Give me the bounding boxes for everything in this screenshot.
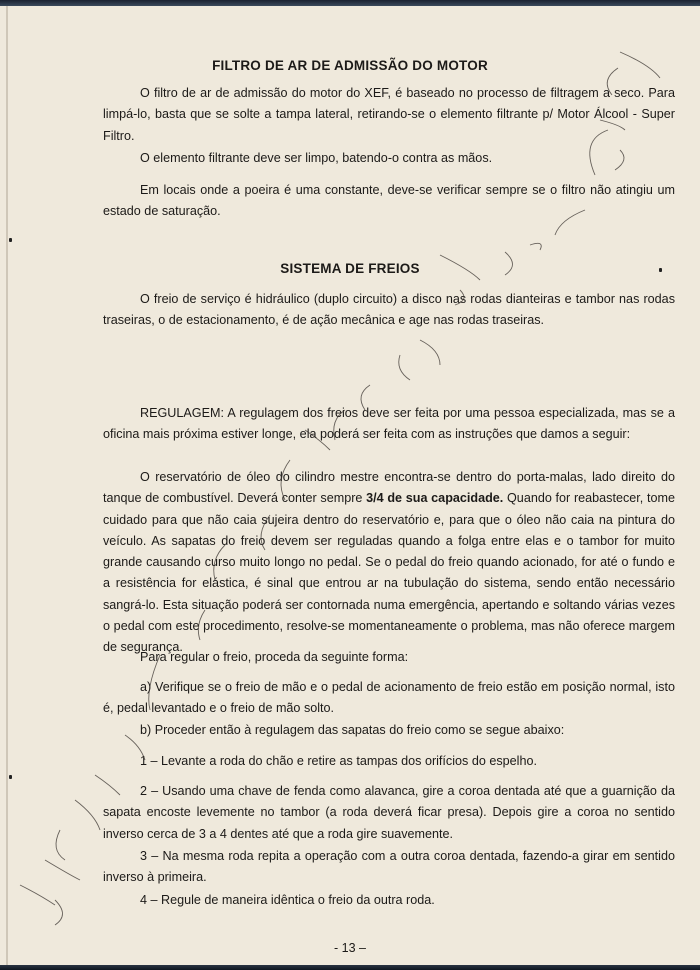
paragraph-text: 4 – Regule de maneira idêntica o freio da outra roda. bbox=[140, 893, 435, 907]
paragraph-text: a) Verifique se o freio de mão e o pedal de acionamento de freio estão em posição normal, isto é, pedal levantado e o freio de mão solto. bbox=[103, 680, 675, 716]
paragraph-text: REGULAGEM: A regulagem dos freios deve ser feita por uma pessoa especializada, mas se a oficina mais próxima estiver longe, ela poderá ser feita com as instruções que damos a seguir: bbox=[103, 406, 675, 442]
ink-dot bbox=[9, 775, 12, 779]
paragraph-reservatorio bbox=[103, 467, 675, 659]
page-number: - 13 – bbox=[334, 941, 366, 955]
paragraph-filtro-1 bbox=[103, 83, 675, 147]
step-b bbox=[103, 720, 675, 741]
capacity-emphasis: 3/4 de sua capacidade. bbox=[366, 491, 504, 506]
scan-bottom-edge bbox=[0, 965, 700, 970]
step-4 bbox=[103, 890, 675, 911]
step-a bbox=[103, 677, 675, 720]
paragraph-text: 2 – Usando uma chave de fenda como alavanca, gire a coroa dentada até que a guarnição da sapata encoste levemente no tambor (a roda deverá ficar presa). Depois gire a coroa no sentido inverso cerca de 3 a 4 dentes até que a roda gire suavemente. bbox=[103, 784, 675, 841]
step-1 bbox=[103, 751, 675, 772]
step-3 bbox=[103, 846, 675, 889]
paragraph-filtro-3 bbox=[103, 180, 675, 223]
section-title-filtro: FILTRO DE AR DE ADMISSÃO DO MOTOR bbox=[212, 58, 488, 73]
paragraph-text: Quando for reabastecer, tome cuidado para que não caia sujeira dentro do reservatório e, para que o óleo não caia na pintura do veículo. As sapatas do freio devem ser reguladas quando a folga entre elas e o tambor for muito grande causando curso muito longo no pedal. Se o pedal do freio quando acionado, for até o fundo e a resistência for elástica, é sinal que entrou ar na tubulação do sistema, sendo então necessário sangrá-lo. Esta situação poderá ser contornada numa emergência, apertando e soltando várias vezes o pedal com este procedimento, resolve-se momentaneamente o problema, mas não oferece margem de segurança. bbox=[103, 491, 675, 655]
paragraph-text: O filtro de ar de admissão do motor do XEF, é baseado no processo de filtragem a seco. Para limpá-lo, basta que se solte a tampa lateral, retirando-se o elemento filtrante p/ Motor Álcool - Super Filtro. bbox=[103, 86, 675, 143]
paragraph-text: 3 – Na mesma roda repita a operação com a outra coroa dentada, fazendo-a girar em sentido inverso à primeira. bbox=[103, 849, 675, 885]
paragraph-text: O elemento filtrante deve ser limpo, batendo-o contra as mãos. bbox=[140, 151, 493, 165]
paragraph-regulagem-intro bbox=[103, 403, 675, 446]
paragraph-text: b) Proceder então à regulagem das sapatas do freio como se segue abaixo: bbox=[140, 723, 565, 737]
ink-dot bbox=[9, 238, 12, 242]
paragraph-procedure-intro bbox=[103, 647, 675, 668]
paragraph-freios-1 bbox=[103, 289, 675, 332]
step-2 bbox=[103, 781, 675, 845]
ink-dot bbox=[659, 268, 662, 272]
paragraph-text: Em locais onde a poeira é uma constante, deve-se verificar sempre se o filtro não atingiu um estado de saturação. bbox=[103, 183, 675, 219]
paragraph-text: 1 – Levante a roda do chão e retire as tampas dos orifícios do espelho. bbox=[140, 754, 537, 768]
paragraph-text: O freio de serviço é hidráulico (duplo circuito) a disco nas rodas dianteiras e tambor nas rodas traseiras, o de estacionamento, é de ação mecânica e age nas rodas traseiras. bbox=[103, 292, 675, 328]
paragraph-filtro-2 bbox=[103, 148, 675, 169]
paragraph-text: Para regular o freio, proceda da seguinte forma: bbox=[140, 650, 409, 664]
section-title-freios: SISTEMA DE FREIOS bbox=[280, 261, 420, 276]
paragraph-text: O reservatório de óleo do cilindro mestre encontra-se dentro do porta-malas, lado direito do tanque de combustível. Deverá conter sempre bbox=[103, 470, 675, 506]
